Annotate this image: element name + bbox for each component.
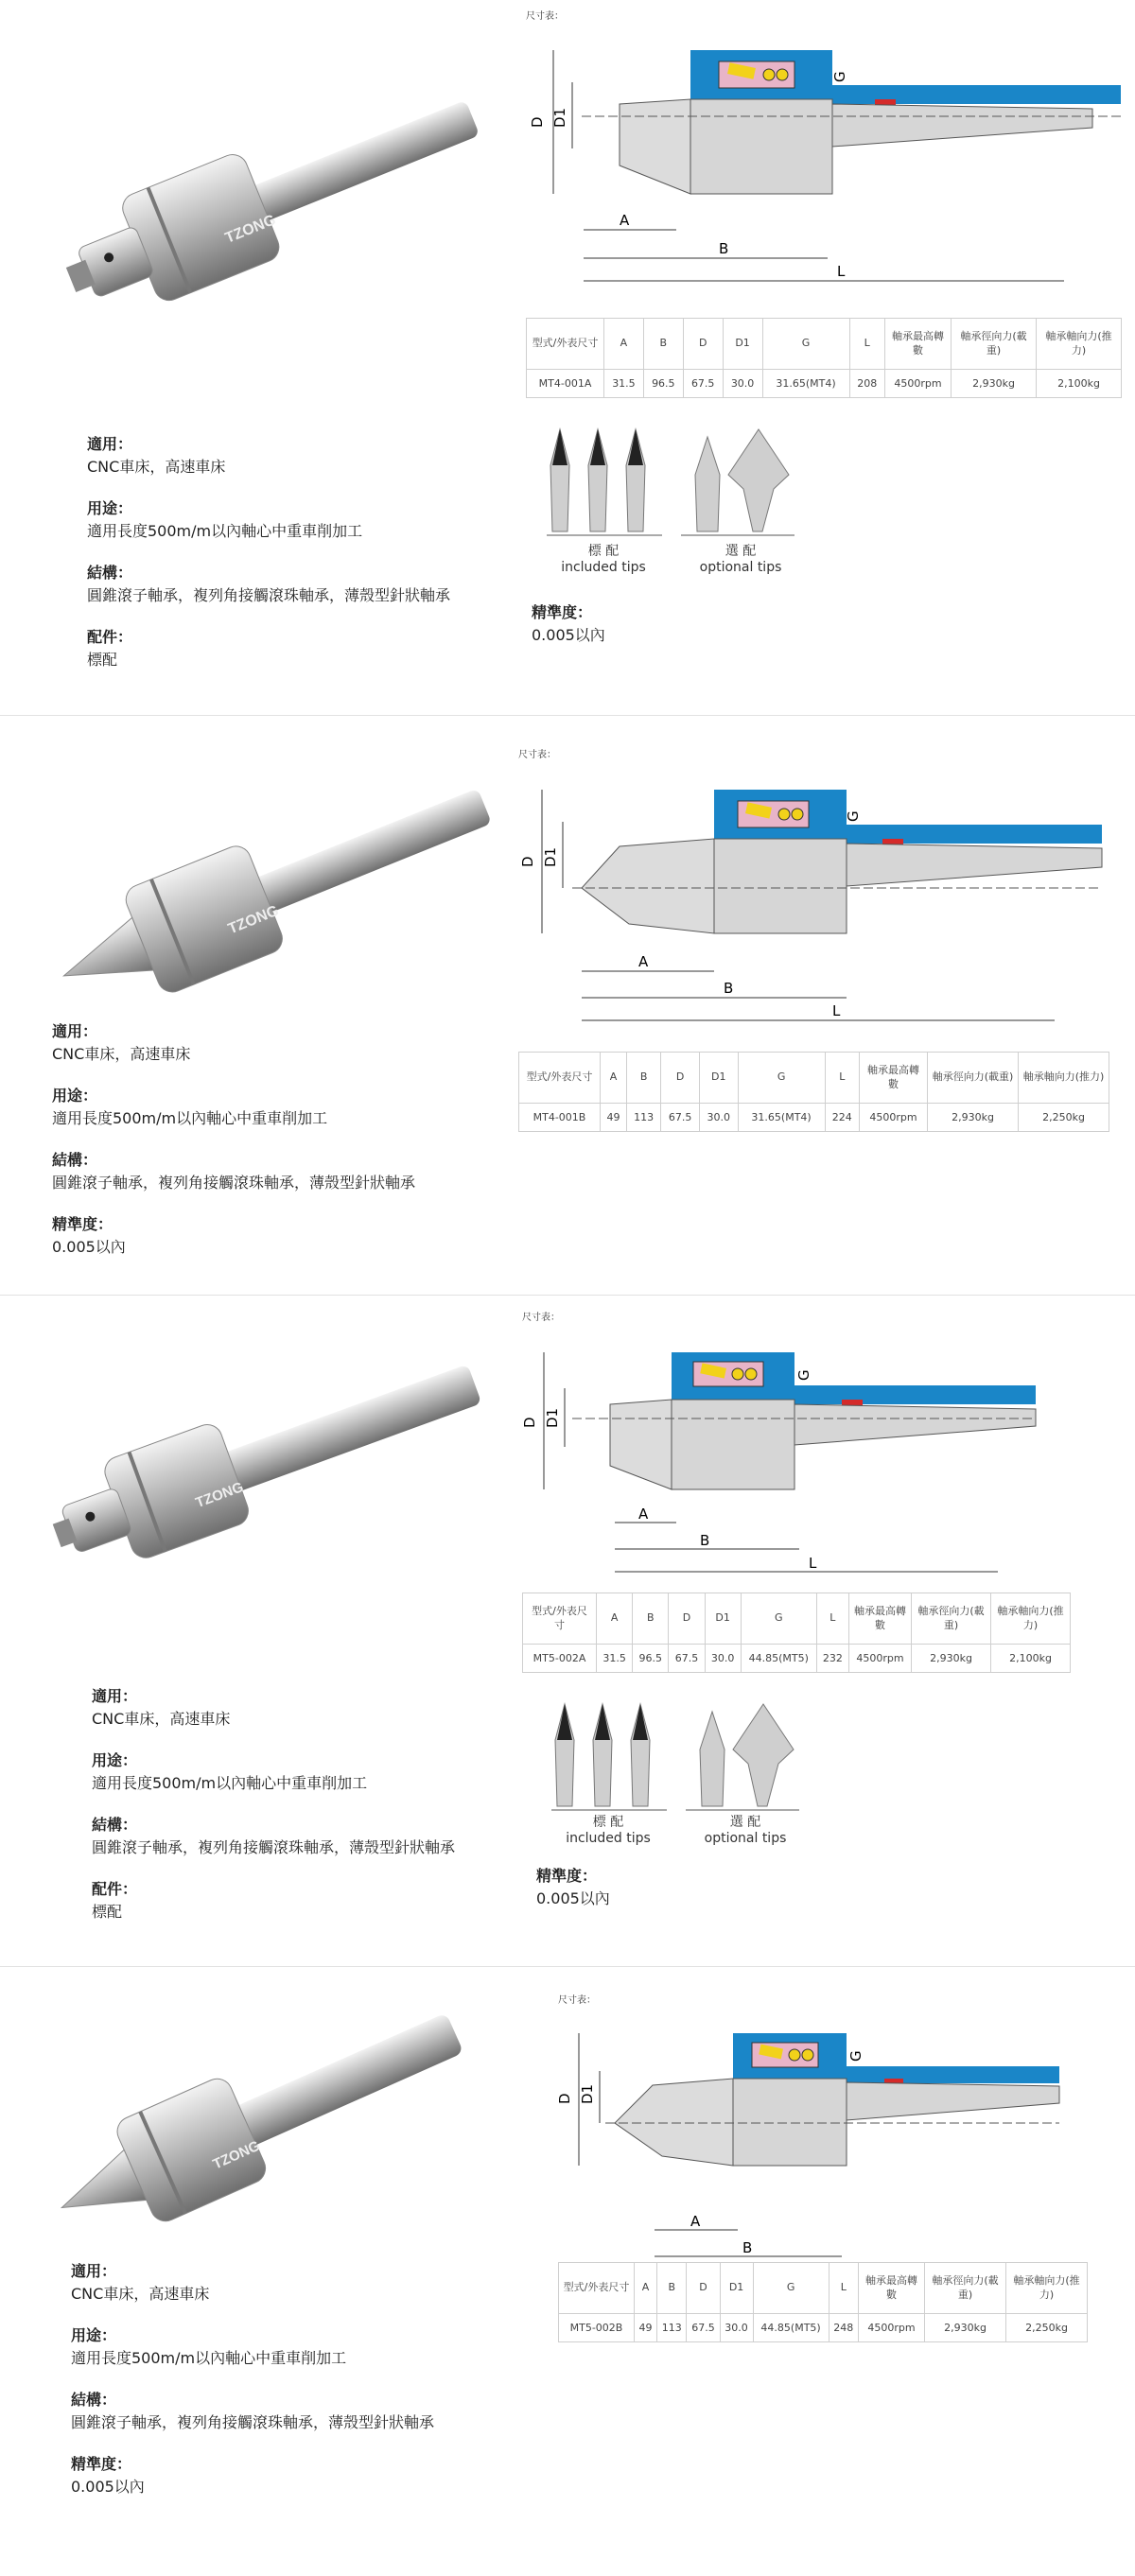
table-cell: MT4-001A: [527, 370, 604, 398]
use-value: 適用長度500m/m以內軸心中重車削加工: [52, 1109, 328, 1127]
apply-label: 適用：: [52, 1022, 98, 1040]
precision-block: [536, 1865, 610, 1910]
table-cell: 113: [657, 2314, 687, 2342]
tips-image: [539, 427, 823, 536]
live-center-image-mt5-002a: [43, 1348, 497, 1565]
dimension-diagram: [519, 773, 1102, 1028]
col-header: 軸承軸向力(推力): [1019, 1053, 1109, 1104]
col-header: L: [825, 1053, 859, 1104]
col-header: 軸承徑向力(載重): [912, 1593, 991, 1645]
spec-table: [558, 2262, 1088, 2342]
use-label: 用途：: [71, 2326, 117, 2344]
col-header: D1: [699, 1053, 738, 1104]
table-cell: 30.0: [720, 2314, 753, 2342]
table-cell: 31.5: [597, 1645, 633, 1673]
table-cell: 4500rpm: [885, 370, 952, 398]
col-header: D: [669, 1593, 705, 1645]
table-cell: 96.5: [643, 370, 683, 398]
product-info: [71, 2260, 434, 2517]
table-cell: MT4-001B: [519, 1104, 601, 1132]
size-table-caption: 尺寸表：: [558, 1995, 596, 2006]
table-cell: 224: [825, 1104, 859, 1132]
precision-value: 0.005以內: [536, 1889, 610, 1907]
precision-label: 精準度：: [71, 2455, 132, 2473]
product-section-4: [0, 1967, 1135, 2576]
structure-value: 圓錐滾子軸承，複列角接觸滾珠軸承，薄殼型針狀軸承: [87, 586, 451, 604]
optional-tips-label: 選 配 optional tips: [699, 544, 782, 575]
dim-l: L: [832, 1002, 841, 1019]
col-header: 軸承徑向力(載重): [925, 2263, 1006, 2314]
table-cell: 4500rpm: [849, 1645, 912, 1673]
col-header: B: [626, 1053, 660, 1104]
col-header: A: [601, 1053, 627, 1104]
col-header: G: [753, 2263, 829, 2314]
dim-a: A: [638, 1506, 649, 1523]
product-info: [92, 1685, 455, 1942]
col-header: 軸承徑向力(載重): [928, 1053, 1019, 1104]
col-header: L: [816, 1593, 848, 1645]
col-header: G: [741, 1593, 816, 1645]
col-header: G: [762, 319, 849, 370]
dim-l: L: [837, 263, 846, 280]
col-header: 軸承最高轉數: [885, 319, 952, 370]
included-tips-label: 標 配 included tips: [566, 1815, 651, 1846]
col-header: B: [633, 1593, 669, 1645]
col-header: 軸承最高轉數: [860, 1053, 928, 1104]
col-header: L: [849, 319, 885, 370]
table-cell: 2,250kg: [1019, 1104, 1109, 1132]
col-header: D1: [720, 2263, 753, 2314]
table-cell: 232: [816, 1645, 848, 1673]
precision-block: [532, 601, 605, 647]
use-label: 用途：: [52, 1087, 98, 1105]
col-header: A: [635, 2263, 657, 2314]
col-header: G: [738, 1053, 825, 1104]
spec-table: [526, 318, 1122, 398]
structure-value: 圓錐滾子軸承，複列角接觸滾珠軸承，薄殼型針狀軸承: [92, 1838, 456, 1856]
dimension-diagram: [521, 1343, 1036, 1575]
dim-l: L: [809, 1555, 817, 1572]
dim-b: B: [724, 980, 734, 997]
apply-value: CNC車床，高速車床: [87, 458, 226, 476]
col-header: D: [687, 2263, 720, 2314]
table-cell: 2,930kg: [925, 2314, 1006, 2342]
table-cell: 4500rpm: [860, 1104, 928, 1132]
accessory-value: 標配: [87, 651, 118, 669]
dim-a: A: [620, 212, 630, 229]
structure-label: 結構：: [52, 1151, 98, 1169]
col-header: D1: [723, 319, 762, 370]
col-header: 軸承軸向力(推力): [991, 1593, 1071, 1645]
dim-g: G: [795, 1369, 812, 1381]
structure-value: 圓錐滾子軸承，複列角接觸滾珠軸承，薄殼型針狀軸承: [52, 1174, 416, 1192]
table-cell: 2,100kg: [991, 1645, 1071, 1673]
table-cell: 2,930kg: [912, 1645, 991, 1673]
precision-value: 0.005以內: [532, 626, 605, 644]
table-cell: 67.5: [687, 2314, 720, 2342]
col-header: D: [661, 1053, 700, 1104]
apply-label: 適用：: [92, 1687, 138, 1705]
accessory-label: 配件：: [92, 1880, 138, 1898]
use-label: 用途：: [92, 1751, 138, 1769]
col-header: L: [829, 2263, 858, 2314]
product-info: [52, 1020, 415, 1278]
accessory-value: 標配: [92, 1903, 123, 1921]
table-cell: 2,930kg: [928, 1104, 1019, 1132]
col-header: 軸承徑向力(載重): [952, 319, 1037, 370]
tips-image: [544, 1702, 828, 1811]
dim-d: D: [521, 1417, 538, 1428]
col-header: 軸承軸向力(推力): [1037, 319, 1122, 370]
spec-table: [522, 1593, 1071, 1673]
table-cell: 31.5: [604, 370, 644, 398]
table-cell: 30.0: [705, 1645, 741, 1673]
dim-b: B: [700, 1532, 710, 1549]
dim-b: B: [719, 240, 729, 257]
table-cell: 44.85(MT5): [741, 1645, 816, 1673]
live-center-image-mt4-001b: [38, 773, 511, 1009]
table-cell: 67.5: [683, 370, 723, 398]
apply-value: CNC車床，高速車床: [52, 1045, 191, 1063]
precision-label: 精準度：: [532, 603, 593, 621]
dim-g: G: [845, 810, 862, 822]
col-header: 型式/外表尺寸: [523, 1593, 597, 1645]
col-header: A: [597, 1593, 633, 1645]
col-header: 軸承最高轉數: [859, 2263, 925, 2314]
use-value: 適用長度500m/m以內軸心中重車削加工: [92, 1774, 368, 1792]
precision-value: 0.005以內: [71, 2478, 145, 2496]
optional-tips-label: 選 配 optional tips: [704, 1815, 787, 1846]
table-cell: 2,930kg: [952, 370, 1037, 398]
product-section-1: [0, 0, 1135, 716]
structure-label: 結構：: [71, 2391, 117, 2409]
table-cell: 49: [601, 1104, 627, 1132]
live-center-image-mt4-001a: [52, 71, 506, 317]
table-cell: MT5-002B: [559, 2314, 635, 2342]
dim-g: G: [847, 2050, 864, 2062]
precision-value: 0.005以內: [52, 1238, 126, 1256]
table-cell: 67.5: [669, 1645, 705, 1673]
table-cell: 2,250kg: [1006, 2314, 1088, 2342]
dim-d1: D1: [551, 107, 568, 128]
table-cell: 44.85(MT5): [753, 2314, 829, 2342]
size-table-caption: 尺寸表：: [526, 11, 564, 22]
dimension-diagram: [525, 33, 1092, 298]
table-cell: 31.65(MT4): [738, 1104, 825, 1132]
col-header: B: [657, 2263, 687, 2314]
table-cell: 49: [635, 2314, 657, 2342]
apply-value: CNC車床，高速車床: [92, 1710, 231, 1728]
table-cell: 208: [849, 370, 885, 398]
table-cell: 30.0: [699, 1104, 738, 1132]
product-section-2: [0, 716, 1135, 1296]
table-cell: 30.0: [723, 370, 762, 398]
table-cell: MT5-002A: [523, 1645, 597, 1673]
product-info: [87, 433, 450, 690]
table-cell: 67.5: [661, 1104, 700, 1132]
product-section-3: [0, 1296, 1135, 1967]
table-cell: 31.65(MT4): [762, 370, 849, 398]
col-header: 軸承軸向力(推力): [1006, 2263, 1088, 2314]
dim-d: D: [556, 2093, 573, 2104]
use-label: 用途：: [87, 499, 133, 517]
size-table-caption: 尺寸表：: [522, 1313, 560, 1323]
brand-logo: TZONG: [222, 212, 279, 247]
brand-logo: TZONG: [225, 902, 282, 938]
dim-d1: D1: [544, 1407, 561, 1428]
use-value: 適用長度500m/m以內軸心中重車削加工: [71, 2349, 347, 2367]
col-header: A: [604, 319, 644, 370]
structure-label: 結構：: [87, 564, 133, 582]
table-cell: 4500rpm: [859, 2314, 925, 2342]
structure-label: 結構：: [92, 1816, 138, 1834]
col-header: 型式/外表尺寸: [519, 1053, 601, 1104]
spec-table: [518, 1052, 1109, 1132]
dim-a: A: [690, 2213, 701, 2230]
brand-logo: TZONG: [210, 2137, 263, 2173]
dim-d1: D1: [579, 2083, 596, 2104]
structure-value: 圓錐滾子軸承，複列角接觸滾珠軸承，薄殼型針狀軸承: [71, 2413, 435, 2431]
table-cell: 2,100kg: [1037, 370, 1122, 398]
brand-logo: TZONG: [193, 1479, 246, 1512]
precision-label: 精準度：: [536, 1867, 598, 1885]
precision-label: 精準度：: [52, 1215, 114, 1233]
apply-label: 適用：: [87, 435, 133, 453]
col-header: D1: [705, 1593, 741, 1645]
apply-label: 適用：: [71, 2262, 117, 2280]
use-value: 適用長度500m/m以內軸心中重車削加工: [87, 522, 363, 540]
accessory-label: 配件：: [87, 628, 133, 646]
table-cell: 113: [626, 1104, 660, 1132]
dim-d: D: [529, 116, 546, 128]
col-header: B: [643, 319, 683, 370]
col-header: 型式/外表尺寸: [527, 319, 604, 370]
dim-d: D: [519, 856, 536, 867]
size-table-caption: 尺寸表：: [518, 750, 556, 760]
table-cell: 248: [829, 2314, 858, 2342]
table-cell: 96.5: [633, 1645, 669, 1673]
col-header: D: [683, 319, 723, 370]
col-header: 型式/外表尺寸: [559, 2263, 635, 2314]
dim-g: G: [831, 71, 848, 82]
apply-value: CNC車床，高速車床: [71, 2285, 210, 2303]
dim-b: B: [742, 2239, 753, 2256]
dim-a: A: [638, 953, 649, 970]
col-header: 軸承最高轉數: [849, 1593, 912, 1645]
included-tips-label: 標 配 included tips: [561, 544, 646, 575]
live-center-image-mt5-002b: [38, 2005, 482, 2232]
dim-d1: D1: [542, 846, 559, 867]
